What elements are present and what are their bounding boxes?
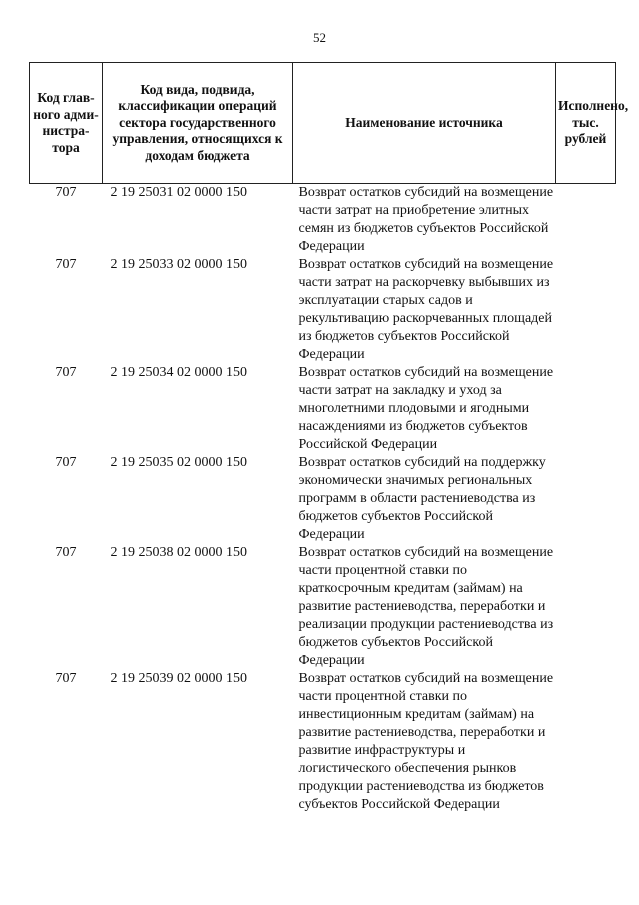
page-number: 52 [313, 30, 326, 45]
table-body [30, 184, 616, 815]
table-row [30, 544, 616, 670]
admin-code-cell: 707 [55, 545, 77, 560]
header-source-name: Наименование источника [293, 63, 556, 184]
admin-code-cell: 707 [55, 365, 77, 380]
source-name-cell: Возврат остатков субсидий на возмещение части затрат на раскорчевку выбывших из эксплуатации старых садов и рекультивацию раскорчеванных площадей из бюджетов субъектов Российской Федерации [298, 257, 554, 362]
admin-code-cell: 707 [55, 455, 77, 470]
table-header [30, 63, 629, 184]
header-executed: Исполнено, тыс. рублей [556, 63, 616, 184]
class-code-cell: 2 19 25033 02 0000 150 [110, 257, 247, 272]
source-name-cell: Возврат остатков субсидий на возмещение части процентной ставки по инвестиционным кредитам (займам) на развитие растениеводства, переработки и развитие инфраструктуры и логистического обеспечения рынков продукции растениеводства из бюджетов субъектов Российской Федерации [298, 671, 554, 812]
source-name-cell: Возврат остатков субсидий на возмещение части затрат на закладку и уход за многолетними плодовыми и ягодными насаждениями из бюджетов субъектов Российской Федерации [298, 365, 554, 452]
header-row [30, 63, 616, 184]
table-row [30, 454, 616, 544]
class-code-cell: 2 19 25034 02 0000 150 [110, 365, 247, 380]
class-code-cell: 2 19 25031 02 0000 150 [110, 185, 247, 200]
source-name-cell: Возврат остатков субсидий на поддержку экономически значимых региональных программ в области растениеводства из бюджетов субъектов Российской Федерации [298, 455, 546, 542]
class-code-cell: 2 19 25035 02 0000 150 [110, 455, 247, 470]
executed-cell [556, 364, 616, 454]
executed-cell [556, 184, 616, 257]
admin-code-cell: 707 [55, 671, 77, 686]
admin-code-cell: 707 [55, 185, 77, 200]
table-row [30, 364, 616, 454]
admin-code-cell: 707 [55, 257, 77, 272]
budget-table [29, 62, 629, 814]
executed-cell [556, 256, 616, 364]
header-admin-code: Код глав-ного адми-нистра-тора [30, 63, 103, 184]
executed-cell [556, 544, 616, 670]
executed-cell [556, 670, 616, 814]
source-name-cell: Возврат остатков субсидий на возмещение части затрат на приобретение элитных семян из бюджетов субъектов Российской Федерации [298, 185, 554, 254]
source-name-cell: Возврат остатков субсидий на возмещение части процентной ставки по краткосрочным кредитам (займам) на развитие растениеводства, переработки и реализации продукции растениеводства из бюджетов субъектов Российской Федерации [298, 545, 554, 668]
table-row [30, 256, 616, 364]
header-class-code: Код вида, подвида, классификации операций сектора государственного управления, относящихся к доходам бюджета [103, 63, 293, 184]
class-code-cell: 2 19 25039 02 0000 150 [110, 671, 247, 686]
table-row [30, 670, 616, 814]
executed-cell [556, 454, 616, 544]
table-row [30, 184, 616, 257]
class-code-cell: 2 19 25038 02 0000 150 [110, 545, 247, 560]
